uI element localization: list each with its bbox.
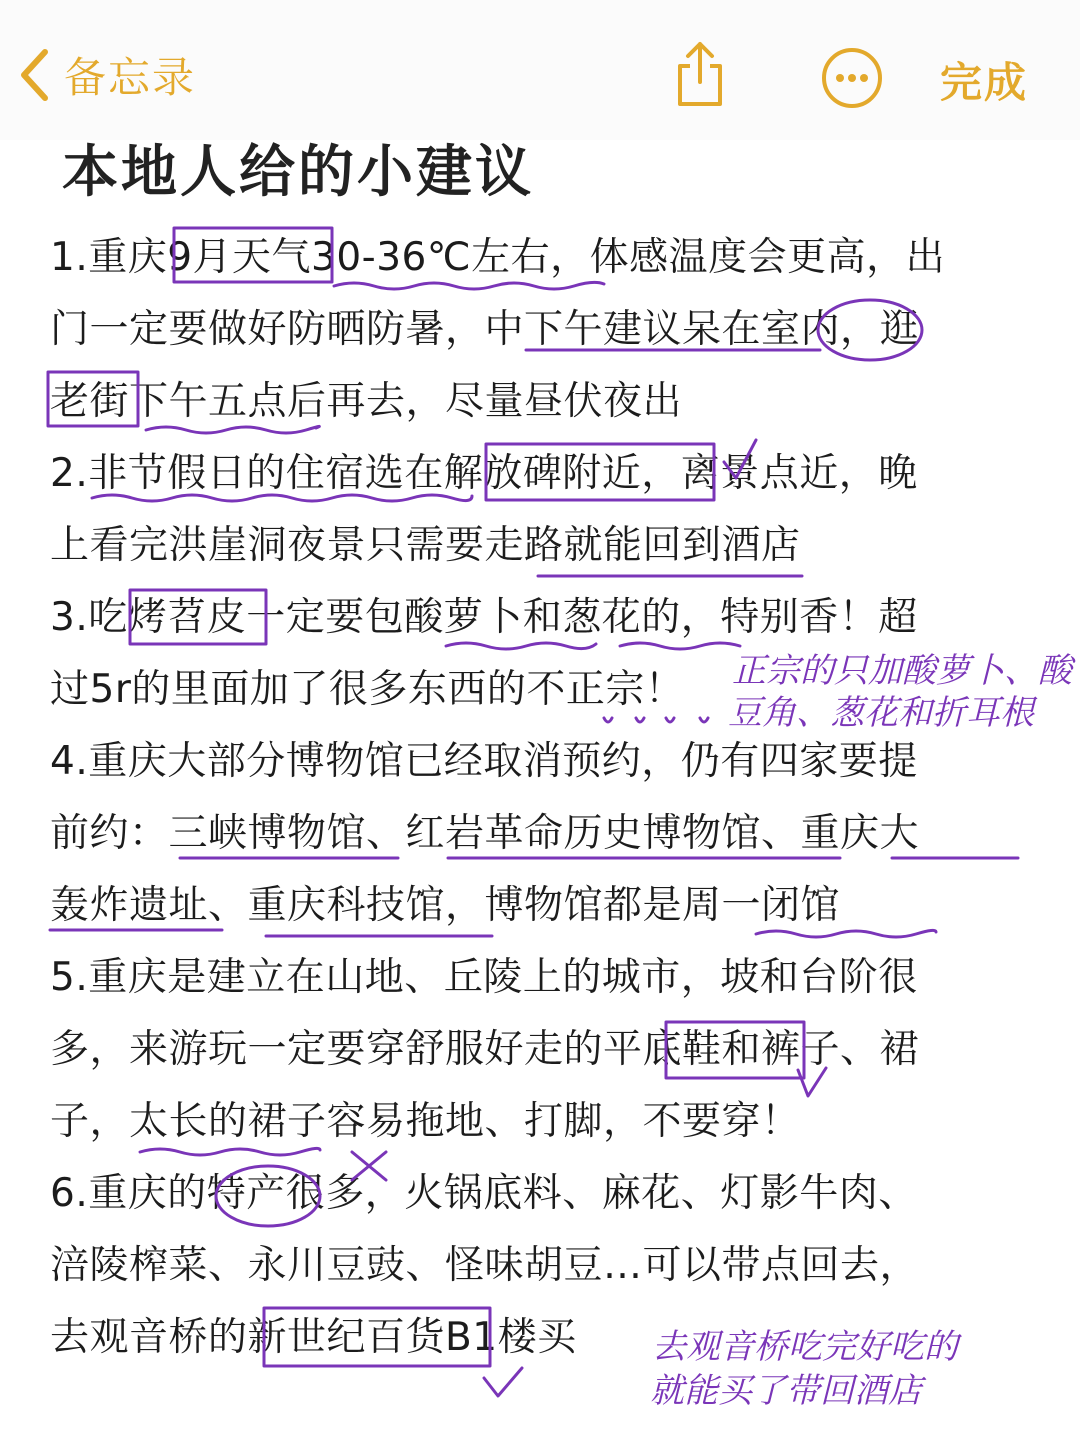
more-button[interactable]	[820, 46, 884, 110]
back-label: 备忘录	[64, 53, 197, 102]
handwritten-note: 去观音桥吃完好吃的	[652, 1327, 958, 1367]
note-title: 本地人给的小建议	[62, 140, 534, 205]
handwritten-note: 就能买了带回酒店	[650, 1371, 922, 1411]
more-icon	[820, 95, 884, 114]
done-button[interactable]: 完成	[940, 58, 1029, 107]
note-line: 子，太长的裙子容易拖地、打脚，不要穿！	[50, 1099, 801, 1144]
navigation-bar	[0, 0, 1080, 140]
note-line: 去观音桥的新世纪百货B1楼买	[50, 1315, 577, 1360]
handwritten-note: 豆角、葱花和折耳根	[728, 693, 1034, 733]
note-body[interactable]	[50, 222, 1050, 1374]
share-icon	[668, 95, 732, 114]
share-button[interactable]	[668, 38, 732, 110]
note-line: 门一定要做好防晒防暑，中下午建议呆在室内，逛	[50, 307, 920, 352]
note-line: 老街下午五点后再去，尽量昼伏夜出	[50, 379, 683, 424]
note-line: 前约：三峡博物馆、红岩革命历史博物馆、重庆大	[50, 811, 920, 856]
note-line: 上看完洪崖洞夜景只需要走路就能回到酒店	[50, 523, 801, 568]
note-line: 6.重庆的特产很多，火锅底料、麻花、灯影牛肉、	[50, 1171, 918, 1216]
note-line: 多，来游玩一定要穿舒服好走的平底鞋和裤子、裙	[50, 1027, 920, 1072]
note-line: 1.重庆9月天气30-36℃左右，体感温度会更高，出	[50, 235, 946, 280]
handwritten-note: 正宗的只加酸萝卜、酸	[732, 651, 1072, 691]
note-line: 过5r的里面加了很多东西的不正宗！	[50, 667, 685, 712]
note-line: 5.重庆是建立在山地、丘陵上的城市，坡和台阶很	[50, 955, 918, 1000]
note-line: 2.非节假日的住宿选在解放碑附近，离景点近，晚	[50, 451, 918, 496]
note-line: 3.吃烤苕皮一定要包酸萝卜和葱花的，特别香！超	[50, 595, 918, 640]
chevron-left-icon	[18, 47, 50, 103]
note-line: 轰炸遗址、重庆科技馆，博物馆都是周一闭馆	[50, 883, 841, 928]
note-line: 涪陵榨菜、永川豆豉、怪味胡豆…可以带点回去，	[50, 1243, 920, 1288]
note-line: 4.重庆大部分博物馆已经取消预约，仍有四家要提	[50, 739, 918, 784]
back-button[interactable]	[18, 40, 196, 110]
